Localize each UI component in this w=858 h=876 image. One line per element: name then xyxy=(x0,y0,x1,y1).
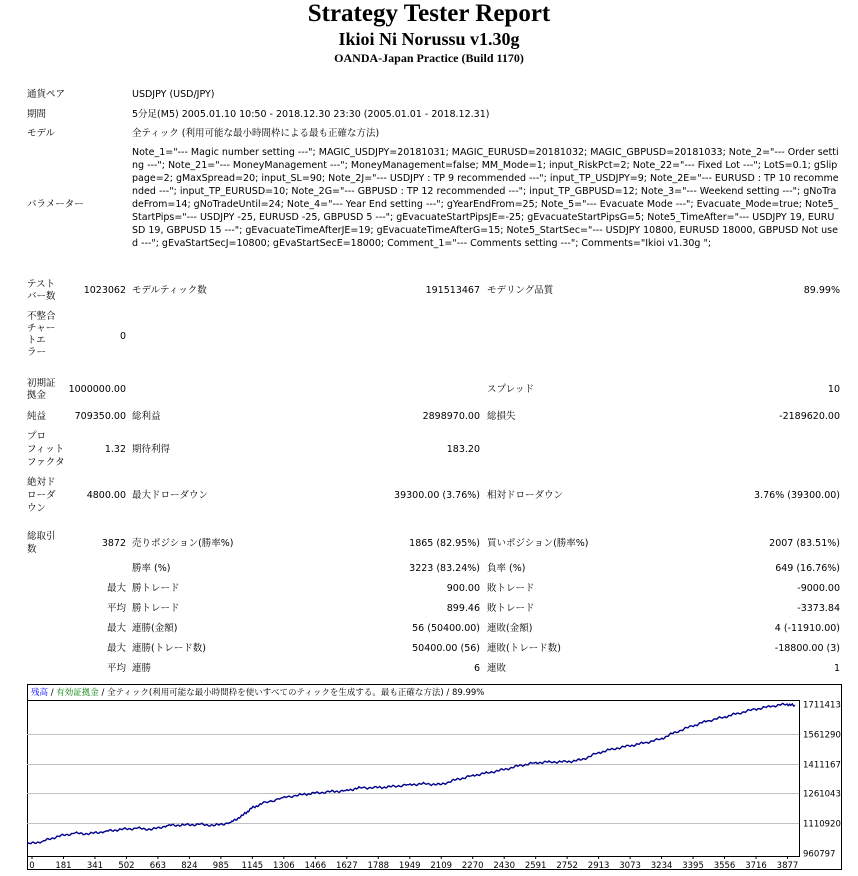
gross-profit-value: 2898970.00 xyxy=(422,411,480,422)
avg-loss-value: -3373.84 xyxy=(797,603,840,614)
x-tick-label: 3556 xyxy=(713,861,736,870)
max-loss-label: 敗トレード xyxy=(487,583,535,594)
x-tick-label: 3716 xyxy=(745,861,767,870)
avg-cons-losses-label: 連敗 xyxy=(487,663,507,674)
deposit-value: 1000000.00 xyxy=(68,384,126,395)
cons-loss-label: 連敗(トレード数) xyxy=(487,643,561,654)
x-tick-label: 2591 xyxy=(524,861,547,870)
avg-cons-wins-label: 連勝 xyxy=(132,663,152,674)
y-tick-label: 1110920 xyxy=(803,819,841,830)
x-tick-label: 663 xyxy=(149,861,167,870)
x-tick-label: 2913 xyxy=(587,861,610,870)
x-tick-label: 1949 xyxy=(398,861,421,870)
cons-loss-value: -18800.00 (3) xyxy=(774,643,840,654)
params-label: パラメーター xyxy=(27,199,84,210)
avg-label-1: 平均 xyxy=(106,603,126,614)
quality-label: モデリング品質 xyxy=(487,285,554,296)
x-tick-label: 3395 xyxy=(682,861,704,870)
x-tick-label: 3234 xyxy=(650,861,673,870)
abs-dd-label-2: ローダ xyxy=(27,490,56,501)
max-dd-label: 最大ドローダウン xyxy=(132,490,209,501)
bars-label-1: テスト xyxy=(27,279,56,290)
x-tick-label: 2270 xyxy=(461,861,484,870)
expected-label: 期待利得 xyxy=(132,444,171,455)
winrate-label: 勝率 (%) xyxy=(132,563,171,574)
x-tick-label: 1306 xyxy=(273,861,295,870)
balance-chart-svg xyxy=(27,684,842,870)
period-value: 5分足(M5) 2005.01.10 10:50 - 2018.12.30 23:30 (2005.01.01 - 2018.12.31) xyxy=(132,109,490,120)
cons-profit-value: 50400.00 (56) xyxy=(412,643,480,654)
period-label: 期間 xyxy=(27,109,47,120)
balance-chart xyxy=(27,684,842,870)
x-tick-label: 1627 xyxy=(335,861,358,870)
legend-rest: / 全ティック(利用可能な最小時間枠を使いすべてのティックを生成する。最も正確な方法) / 89.99% xyxy=(98,688,485,698)
trades-label-2: 数 xyxy=(27,544,37,555)
pf-label-3: ファクタ xyxy=(27,457,65,468)
cons-losses-value: 4 (-11910.00) xyxy=(774,623,840,634)
ea-name: Ikioi Ni Norussu v1.30g xyxy=(338,29,520,49)
y-tick-label: 1561290 xyxy=(803,730,841,741)
gross-loss-value: -2189620.00 xyxy=(779,411,840,422)
x-tick-label: 985 xyxy=(212,861,229,870)
report-title: Strategy Tester Report xyxy=(307,0,551,27)
lossrate-label: 負率 (%) xyxy=(487,563,526,574)
abs-dd-value: 4800.00 xyxy=(86,490,126,501)
lossrate-value: 649 (16.76%) xyxy=(775,563,840,574)
avg-cons-losses-value: 1 xyxy=(833,663,840,674)
legend-balance: 残高 xyxy=(31,688,49,698)
deposit-label-1: 初期証 xyxy=(27,378,56,389)
rel-dd-value: 3.76% (39300.00) xyxy=(754,490,840,501)
pf-label-2: フィット xyxy=(27,444,65,455)
cons-wins-value: 56 (50400.00) xyxy=(412,623,480,634)
winrate-value: 3223 (83.24%) xyxy=(409,563,480,574)
avg-win-label: 勝トレード xyxy=(132,603,180,614)
cons-profit-label: 連勝(トレード数) xyxy=(132,643,206,654)
model-label: モデル xyxy=(27,128,56,139)
long-value: 2007 (83.51%) xyxy=(769,538,840,549)
pf-value: 1.32 xyxy=(104,444,126,455)
params-value: Note_1="--- Magic number setting ---"; MAGIC_USDJPY=20181031; MAGIC_EURUSD=20181032; MAGIC_GBPUSD=20181033; Note_2="--- Order setting ---"; Note_21="--- MoneyManagement ---"; MoneyManagement=false; MM_Mode=1; input_RiskPct=2; Note_22="--- Fixed Lot ---"; LotS=0.1; gSlippage=2; gMaxSpread=20; input_SL=90; Note_2J="--- USDJPY : TP 9 recommended ---"; input_TP_USDJPY=9; Note_2E="--- EURUSD : TP 10 recommended ---"; input_TP_EURUSD=10; Note_2G="--- GBPUSD : TP 12 recommended ---"; input_TP_GBPUSD=12; Note_3="--- Weekend setting ---"; gNoTradeFrom=14; gNoTradeUntil=24; Note_4="--- Year End setting ---"; gYearEndFrom=25; Note_5="--- Evacuate Mode ---"; Evacuate_Mode=true; Note5_StartPips="--- USDJPY -25, EURUSD -25, GBPUSD 5 ---"; gEvacuateStartPipsJE=-25; gEvacuateStartPipsG=5; Note5_TimeAfter="--- USDJPY 19, EURUSD 19, GBPUSD 15 ---"; gEvacuateTimeAfterJE=19; gEvacuateTimeAfterG=15; Note5_StartSec="--- USDJPY 10800, EURUSD 18000, GBPUSD Not used ---"; gEvaStartSecJ=10800; gEvaStartSecE=18000; Comment_1="--- Comments setting ---"; Comments="Ikioi v1.30g "; xyxy=(132,147,839,249)
net-value: 709350.00 xyxy=(74,411,126,422)
cons-wins-label: 連勝(金額) xyxy=(132,623,178,634)
y-tick-label: 1411167 xyxy=(803,760,841,771)
x-tick-label: 1145 xyxy=(241,861,264,870)
gross-loss-label: 総損失 xyxy=(487,411,516,422)
x-tick-label: 181 xyxy=(55,861,72,870)
x-tick-label: 2752 xyxy=(556,861,578,870)
mismatch-label-3: トエ xyxy=(27,335,46,346)
bars-label-2: バー数 xyxy=(27,291,56,302)
y-tick-label: 1261043 xyxy=(803,789,841,800)
max-win-value: 900.00 xyxy=(446,583,480,594)
x-tick-label: 1788 xyxy=(367,861,390,870)
rel-dd-label: 相対ドローダウン xyxy=(487,490,564,501)
chart-legend xyxy=(31,687,484,698)
spread-value: 10 xyxy=(827,384,840,395)
ticks-label: モデルティック数 xyxy=(132,285,207,296)
mismatch-label-2: チャー xyxy=(27,323,56,334)
avg-win-value: 899.46 xyxy=(446,603,480,614)
avg-label-2: 平均 xyxy=(106,663,126,674)
y-tick-label: 1711413 xyxy=(803,700,841,711)
quality-value: 89.99% xyxy=(803,285,840,296)
gross-profit-label: 総利益 xyxy=(132,411,161,422)
net-label: 純益 xyxy=(27,411,47,422)
x-tick-label: 2109 xyxy=(430,861,453,870)
x-tick-label: 3073 xyxy=(619,861,641,870)
bars-value: 1023062 xyxy=(83,285,126,296)
symbol-label: 通貨ペア xyxy=(27,89,66,100)
long-label: 買いポジション(勝率%) xyxy=(487,538,589,549)
x-tick-label: 1466 xyxy=(304,861,327,870)
max-label-3: 最大 xyxy=(106,643,126,654)
x-tick-label: 502 xyxy=(118,861,135,870)
avg-loss-label: 敗トレード xyxy=(487,603,535,614)
max-label-1: 最大 xyxy=(106,583,126,594)
mismatch-label-4: ラー xyxy=(27,347,47,358)
chart-frame xyxy=(28,685,842,870)
legend-sep: / xyxy=(48,688,57,698)
x-tick-label: 3877 xyxy=(776,861,799,870)
abs-dd-label-1: 絶対ド xyxy=(27,477,56,488)
expected-value: 183.20 xyxy=(446,444,480,455)
ticks-value: 191513467 xyxy=(425,285,480,296)
x-tick-label: 341 xyxy=(86,861,104,870)
mismatch-value: 0 xyxy=(119,331,126,342)
x-tick-label: 0 xyxy=(29,861,35,870)
max-label-2: 最大 xyxy=(106,623,126,634)
short-label: 売りポジション(勝率%) xyxy=(132,538,234,549)
abs-dd-label-3: ウン xyxy=(27,503,47,514)
deposit-label-2: 拠金 xyxy=(27,390,47,401)
y-tick-label: 960797 xyxy=(803,849,836,860)
pf-label-1: プロ xyxy=(27,431,47,442)
x-tick-label: 2430 xyxy=(493,861,516,870)
cons-losses-label: 連敗(金額) xyxy=(487,623,533,634)
server-name: OANDA-Japan Practice (Build 1170) xyxy=(334,51,524,65)
avg-cons-wins-value: 6 xyxy=(473,663,480,674)
mismatch-label-1: 不整合 xyxy=(27,311,56,322)
max-loss-value: -9000.00 xyxy=(797,583,840,594)
legend-equity: 有効証拠金 xyxy=(56,688,99,698)
max-win-label: 勝トレード xyxy=(132,583,180,594)
spread-label: スプレッド xyxy=(487,384,535,395)
short-value: 1865 (82.95%) xyxy=(409,538,480,549)
x-tick-label: 824 xyxy=(181,861,198,870)
max-dd-value: 39300.00 (3.76%) xyxy=(394,490,480,501)
model-value: 全ティック (利用可能な最小時間枠による最も正確な方法) xyxy=(132,128,380,139)
trades-label-1: 総取引 xyxy=(27,531,56,542)
symbol-value: USDJPY (USD/JPY) xyxy=(132,89,215,100)
trades-value: 3872 xyxy=(101,538,126,549)
